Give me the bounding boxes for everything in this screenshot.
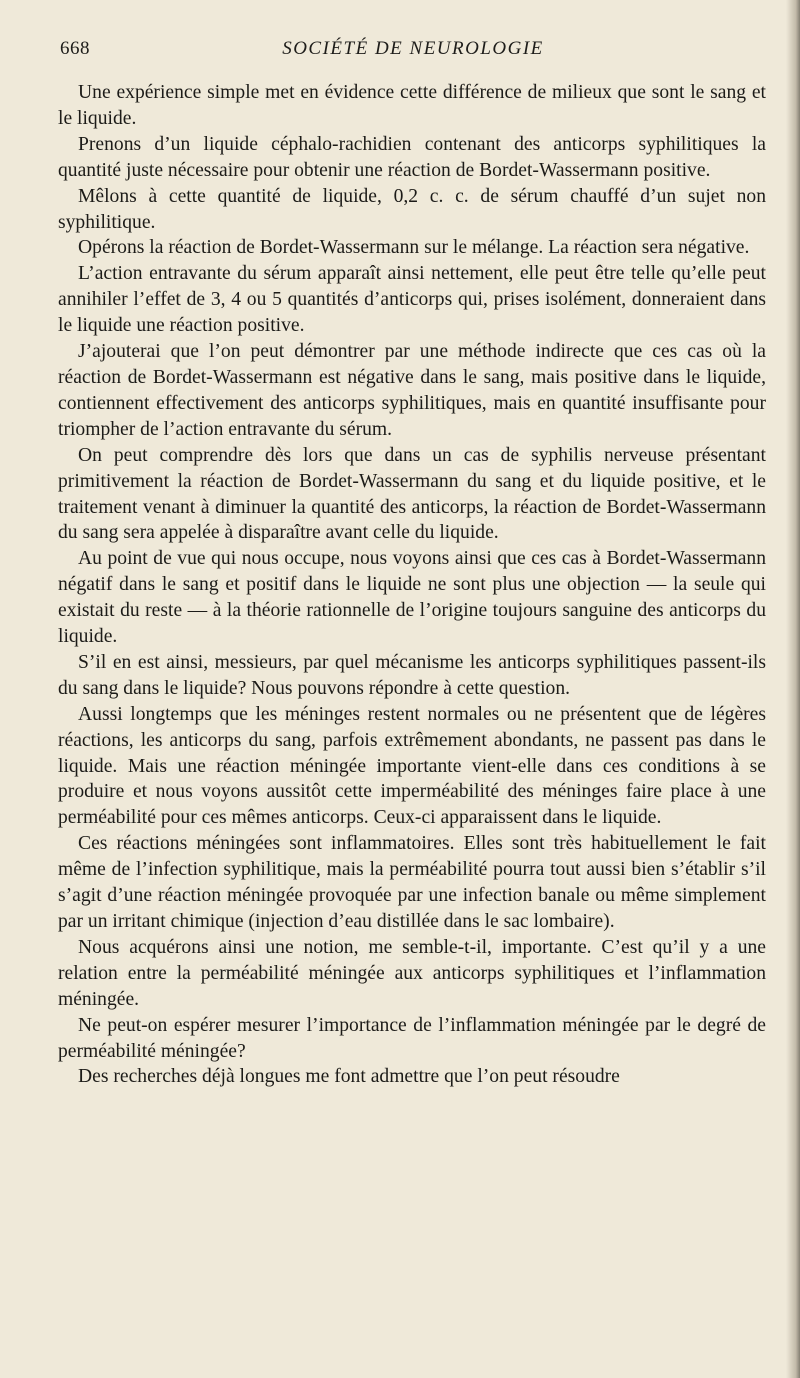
paragraph: Aussi longtemps que les méninges restent normales ou ne présentent que de légères réactions, les anticorps du sang, parfois extrêmement abondants, ne passent pas dans le liquide. Mais une réaction méningée importante vient-elle dans ces conditions à se produire et nous voyons aussitôt cette imperméabilité des méninges faire place à une perméabilité pour ces mêmes anticorps. Ceux-ci apparaissent dans le liquide. [58,703,766,829]
paragraph: Mêlons à cette quantité de liquide, 0,2 c. c. de sérum chauffé d’un sujet non syphilitique. [58,185,766,233]
paragraph: J’ajouterai que l’on peut démontrer par une méthode indirecte que ces cas où la réaction de Bordet-Wassermann est négative dans le sang, mais positive dans le liquide, contiennent effectivement des anticorps syphilitiques, mais en quantité insuffisante pour triompher de l’action entravante du sérum. [58,341,766,440]
paragraph: Une expérience simple met en évidence cette différence de milieux que sont le sang et le liquide. [58,82,766,129]
paragraph: Opérons la réaction de Bordet-Wassermann sur le mélange. La réaction sera négative. [78,237,750,259]
paragraph: Ne peut-on espérer mesurer l’importance de l’inflammation méningée par le degré de perméabilité méningée? [58,1014,766,1062]
paragraph: Des recherches déjà longues me font admettre que l’on peut résoudre [78,1066,620,1088]
page-header [60,38,766,68]
paragraph: L’action entravante du sérum apparaît ainsi nettement, elle peut être telle qu’elle peut annihiler l’effet de 3, 4 ou 5 quantités d’anticorps qui, prises isolément, donneraient dans le liquide une réaction positive. [58,263,766,337]
paragraph: Prenons d’un liquide céphalo-rachidien contenant des anticorps syphilitiques la quantité juste nécessaire pour obtenir une réaction de Bordet-Wassermann positive. [58,133,766,181]
running-title: SOCIÉTÉ DE NEUROLOGIE [282,38,544,59]
paragraph: On peut comprendre dès lors que dans un cas de syphilis nerveuse présentant primitivement la réaction de Bordet-Wassermann du sang et du liquide positive, et le traitement venant à diminuer la quantité des anticorps, la réaction de Bordet-Wassermann du sang sera appelée à disparaître avant celle du liquide. [58,444,766,544]
paragraph: Ces réactions méningées sont inflammatoires. Elles sont très habituellement le fait même de l’infection syphilitique, mais la perméabilité pourra tout aussi bien s’établir s’il s’agit d’une réaction méningée provoquée par une infection banale ou même simplement par un irritant chimique (injection d’eau distillée dans le sac lombaire). [58,833,766,932]
body-text [58,80,766,1090]
page-number: 668 [60,38,90,59]
page-edge-shadow [786,0,800,1378]
paragraph: Nous acquérons ainsi une notion, me semble-t-il, importante. C’est qu’il y a une relation entre la perméabilité méningée aux anticorps syphilitiques et l’inflammation méningée. [58,936,766,1010]
paragraph: Au point de vue qui nous occupe, nous voyons ainsi que ces cas à Bordet-Wassermann négatif dans le sang et positif dans le liquide ne sont plus une objection — la seule qui existait du reste — à la théorie rationnelle de l’origine toujours sanguine des anticorps du liquide. [58,548,766,648]
paragraph: S’il en est ainsi, messieurs, par quel mécanisme les anticorps syphilitiques passent-ils du sang dans le liquide? Nous pouvons répondre à cette question. [58,651,766,699]
